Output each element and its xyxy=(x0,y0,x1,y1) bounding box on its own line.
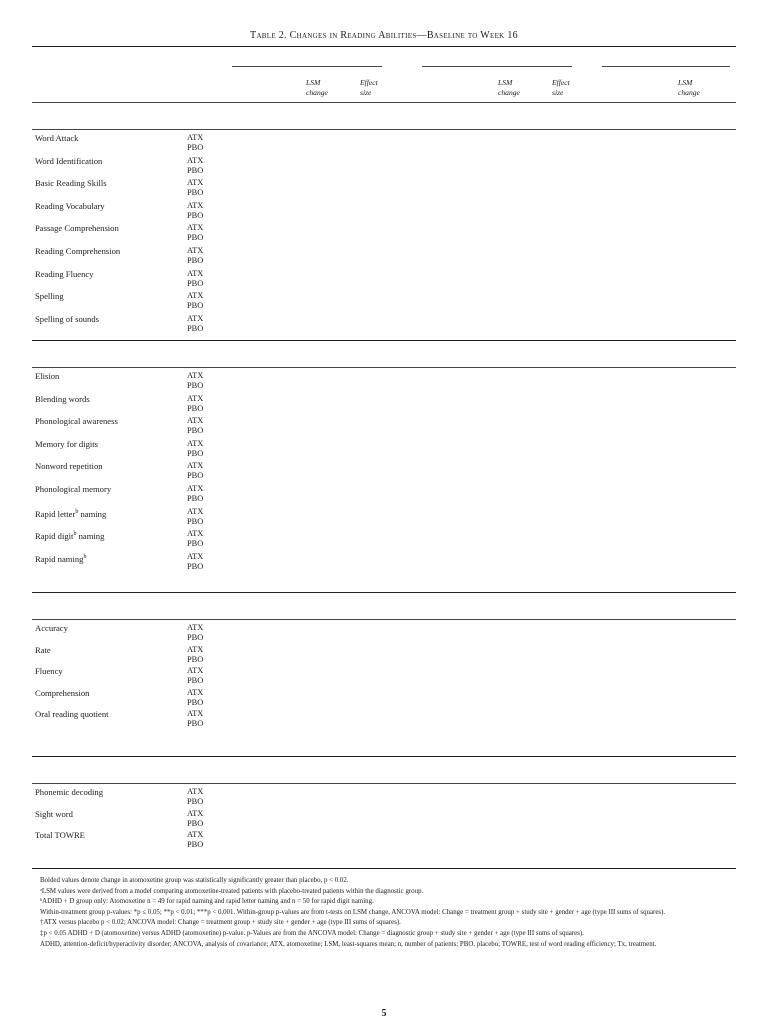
measure-name: Spelling xyxy=(35,291,64,302)
treatment-atx: ATX xyxy=(187,223,204,233)
measure-label xyxy=(35,552,86,564)
measure-label xyxy=(35,269,93,279)
treatment-pbo: PBO xyxy=(187,143,204,152)
treatment-atx: ATX xyxy=(187,666,204,675)
treatment-atx: ATX xyxy=(187,551,204,561)
treatment-atx: ATX xyxy=(187,313,204,323)
footnote: Within-treatment group p-values: *p ≤ 0.05; **p < 0.01; ***p < 0.001. Within-group p-values are from t-tests on LSM change, ANCOVA model: Change = treatment group + study site + gender + age (type III sums of squares). xyxy=(40,908,666,916)
measure-label xyxy=(35,223,119,233)
section-rule xyxy=(32,756,736,757)
group-rule-adhd-dyslexia xyxy=(422,66,572,67)
measure-name: Total TOWRE xyxy=(35,830,85,840)
treatment-pbo: PBO xyxy=(187,210,204,220)
measure-label xyxy=(35,178,107,188)
section-rule xyxy=(32,592,736,593)
measure-name: Phonemic decoding xyxy=(35,787,104,797)
treatment-pbo: PBO xyxy=(187,426,204,436)
footnote-marker: b xyxy=(73,531,77,538)
measure-name: Accuracy xyxy=(35,623,68,633)
measure-label xyxy=(35,156,102,166)
treatment-pbo: PBO xyxy=(187,516,204,526)
treatment-pbo: PBO xyxy=(187,278,204,288)
measure-name: Word Identification xyxy=(35,155,103,166)
column-header-dys-2-line1: Effect xyxy=(360,78,378,87)
treatment-atx: ATX xyxy=(187,416,204,426)
treatment-atx: ATX xyxy=(187,484,204,493)
measure-name: Reading Vocabulary xyxy=(35,200,105,211)
measure-label xyxy=(35,666,63,676)
measure-name: Phonological memory xyxy=(35,484,112,494)
treatment-pbo: PBO xyxy=(187,840,204,849)
treatment-atx: ATX xyxy=(187,644,204,654)
treatment-pbo: PBO xyxy=(187,448,204,458)
treatment-pbo: PBO xyxy=(187,165,204,175)
measure-label xyxy=(35,645,51,655)
table-title: Table 2. Changes in Reading Abilities—Baseline to Week 16 xyxy=(250,30,518,41)
measure-label xyxy=(35,246,120,256)
column-header-adhd_dys-1-line2: change xyxy=(498,88,520,97)
measure-label xyxy=(35,507,106,519)
measure-label xyxy=(35,461,103,471)
measure-name-suffix: naming xyxy=(76,531,105,542)
measure-name: Nonword repetition xyxy=(35,461,103,472)
treatment-atx: ATX xyxy=(187,393,204,403)
treatment-atx: ATX xyxy=(187,268,204,278)
table-footnotes xyxy=(40,876,730,950)
column-header-adhd-1-line2: change xyxy=(678,88,700,97)
treatment-atx: ATX xyxy=(187,155,204,165)
footnote-marker: b xyxy=(83,553,87,560)
treatment-atx: ATX xyxy=(187,529,204,539)
treatment-atx: ATX xyxy=(187,687,204,697)
measure-name: Memory for digits xyxy=(35,438,99,449)
measure-label xyxy=(35,830,85,840)
treatment-atx: ATX xyxy=(187,371,204,380)
footnote: †ATX versus placebo p < 0.02; ANCOVA model: Change = treatment group + study site + gender + age (type III sums of squares). xyxy=(40,919,401,927)
section-header-rule xyxy=(32,619,736,620)
measure-name: Oral reading quotient xyxy=(35,709,109,719)
footnote: ADHD, attention-deficit/hyperactivity disorder; ANCOVA, analysis of covariance; ATX, atomoxetine; LSM, least-squares mean; n, number of patients; PBO, placebo; TOWRE, test of word reading efficiency; Tx, treatment. xyxy=(40,940,657,948)
measure-name: Word Attack xyxy=(35,133,79,143)
measure-name: Comprehension xyxy=(35,687,90,698)
footnote: Bolded values denote change in atomoxetine group was statistically significantly greater than placebo, p < 0.02. xyxy=(40,877,349,884)
treatment-atx: ATX xyxy=(187,461,204,471)
footnote: ᵇADHD + D group only: Atomoxetine n = 49 for rapid naming and rapid letter naming and n = 50 for rapid digit naming. xyxy=(40,898,374,906)
measure-name: Blending words xyxy=(35,393,90,404)
column-header-adhd-1-line1: LSM xyxy=(678,78,693,87)
measure-label xyxy=(35,201,105,211)
measure-label xyxy=(35,394,90,404)
treatment-pbo: PBO xyxy=(187,323,204,333)
measure-name: Basic Reading Skills xyxy=(35,178,107,189)
column-header-dys-2-line2: size xyxy=(360,88,372,97)
column-header-adhd_dys-1-line1: LSM xyxy=(498,78,513,87)
treatment-pbo: PBO xyxy=(187,697,204,707)
measure-name: Elision xyxy=(35,371,60,381)
section-header-rule xyxy=(32,367,736,368)
measure-name: Fluency xyxy=(35,666,63,676)
measure-name: Rapid digit xyxy=(35,531,74,542)
treatment-atx: ATX xyxy=(187,808,204,818)
measure-label xyxy=(35,787,103,797)
treatment-pbo: PBO xyxy=(187,719,204,728)
table-page xyxy=(32,0,736,1034)
column-header-dys-1-line2: change xyxy=(306,88,328,97)
measure-label xyxy=(35,439,98,449)
treatment-pbo: PBO xyxy=(187,676,204,685)
group-rule-dyslexia xyxy=(232,66,382,67)
treatment-pbo: PBO xyxy=(187,233,204,243)
section-header-rule xyxy=(32,783,736,784)
column-header-dys-1-line1: LSM xyxy=(306,78,321,87)
treatment-pbo: PBO xyxy=(187,256,204,265)
treatment-atx: ATX xyxy=(187,623,204,632)
top-rule xyxy=(32,46,736,47)
treatment-pbo: PBO xyxy=(187,561,204,571)
treatment-pbo: PBO xyxy=(187,494,204,503)
treatment-pbo: PBO xyxy=(187,188,204,198)
measure-name-suffix: naming xyxy=(78,508,107,519)
measure-name: Passage Comprehension xyxy=(35,223,119,234)
footnote-marker: b xyxy=(75,508,79,515)
measure-name: Phonological awareness xyxy=(35,416,118,427)
treatment-atx: ATX xyxy=(187,787,204,796)
measure-name: Rapid naming xyxy=(35,553,84,564)
column-header-adhd_dys-2-line1: Effect xyxy=(552,78,570,87)
column-header-adhd_dys-2-line2: size xyxy=(552,88,564,97)
measure-name: Rapid letter xyxy=(35,508,76,519)
measure-label xyxy=(35,371,59,381)
measure-label xyxy=(35,709,109,719)
treatment-atx: ATX xyxy=(187,438,204,448)
measure-name: Reading Fluency xyxy=(35,268,94,279)
treatment-atx: ATX xyxy=(187,830,204,839)
treatment-pbo: PBO xyxy=(187,471,204,481)
footnote: ‡p < 0.05 ADHD + D (atomoxetine) versus ADHD (atomoxetine) p-value. p-Values are from the ANCOVA model: Change = diagnostic group + study site + gender + age (type III sums of squares). xyxy=(40,929,584,937)
treatment-pbo: PBO xyxy=(187,818,204,828)
measure-name: Sight word xyxy=(35,808,73,819)
treatment-pbo: PBO xyxy=(187,403,204,413)
treatment-atx: ATX xyxy=(187,709,204,718)
treatment-pbo: PBO xyxy=(187,654,204,664)
measure-label xyxy=(35,291,64,301)
treatment-atx: ATX xyxy=(187,133,204,142)
header-rule xyxy=(32,102,736,103)
treatment-atx: ATX xyxy=(187,291,204,301)
measure-label xyxy=(35,688,89,698)
measure-label xyxy=(35,314,99,324)
treatment-pbo: PBO xyxy=(187,381,204,390)
measure-label xyxy=(35,133,78,143)
treatment-atx: ATX xyxy=(187,200,204,210)
measure-label xyxy=(35,529,104,541)
footnote: ᵃLSM values were derived from a model comparing atomoxetine-treated patients with placebo-treated patients within the diagnostic group. xyxy=(40,887,424,895)
treatment-atx: ATX xyxy=(187,246,204,255)
measure-label xyxy=(35,809,73,819)
measure-name: Rate xyxy=(35,644,51,655)
section-header-rule xyxy=(32,129,736,130)
page-number: 5 xyxy=(381,1008,387,1019)
treatment-atx: ATX xyxy=(187,506,204,516)
measure-label xyxy=(35,416,118,426)
measure-label xyxy=(35,484,111,494)
group-rule-adhd-only xyxy=(602,66,730,67)
bottom-rule xyxy=(32,868,736,869)
treatment-pbo: PBO xyxy=(187,539,204,549)
treatment-atx: ATX xyxy=(187,178,204,188)
measure-label xyxy=(35,623,68,633)
treatment-pbo: PBO xyxy=(187,797,204,806)
section-rule xyxy=(32,340,736,341)
measure-name: Reading Comprehension xyxy=(35,246,121,256)
treatment-pbo: PBO xyxy=(187,301,204,311)
measure-name: Spelling of sounds xyxy=(35,313,99,324)
treatment-pbo: PBO xyxy=(187,633,204,642)
